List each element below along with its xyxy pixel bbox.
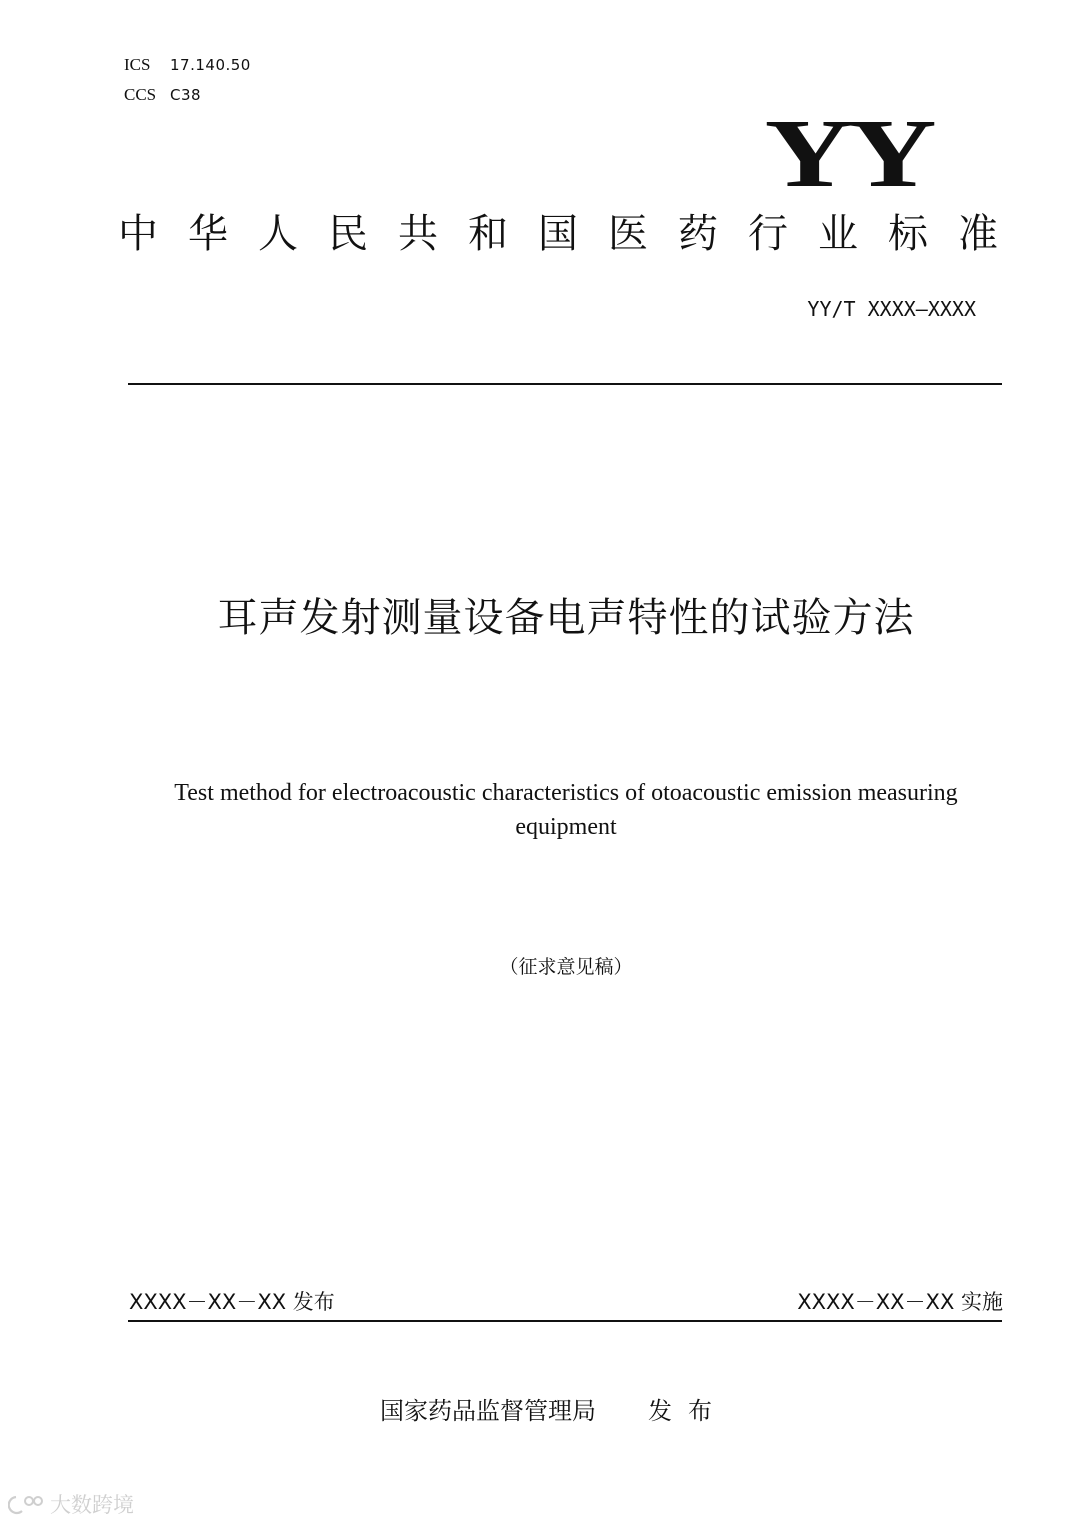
standard-type-char: 和: [468, 211, 508, 257]
standard-type-char: 医: [608, 211, 648, 257]
standard-type-char: 业: [818, 211, 858, 257]
standard-type-char: 准: [958, 211, 998, 257]
issuer-line: [380, 1394, 728, 1428]
ics-value: 17.140.50: [170, 56, 251, 74]
watermark-logo-icon: [8, 1494, 48, 1516]
standard-type-char: 人: [258, 211, 298, 257]
document-title-en: Test method for electroacoustic characteristics of otoacoustic emission measuring equipment: [174, 780, 958, 840]
ccs-value: C38: [170, 86, 202, 104]
standard-type-char: 民: [328, 211, 368, 257]
issue-date: XXXX－XX－XX 发布: [129, 1290, 335, 1314]
header-divider: [128, 383, 1002, 385]
ics-code: [124, 50, 251, 80]
ics-label: ICS: [124, 55, 151, 74]
yy-logo: YY: [765, 100, 932, 208]
standard-type-title: [118, 206, 998, 262]
issuer-name: 国家药品监督管理局: [380, 1397, 596, 1425]
standard-type-char: 国: [538, 211, 578, 257]
watermark: [8, 1492, 134, 1518]
watermark-text: 大数跨境: [50, 1493, 134, 1517]
classification-codes: [124, 50, 251, 110]
standard-type-char: 药: [678, 211, 718, 257]
standard-number: YY/T XXXX—XXXX: [807, 297, 976, 321]
standard-type-char: 标: [888, 211, 928, 257]
standard-type-char: 华: [188, 211, 228, 257]
footer-divider: [128, 1320, 1002, 1322]
issuer-action: 发布: [648, 1397, 728, 1425]
implementation-date: XXXX－XX－XX 实施: [797, 1290, 1003, 1314]
ccs-code: [124, 80, 251, 110]
ccs-label: CCS: [124, 85, 157, 104]
standard-type-char: 中: [118, 211, 158, 257]
standard-type-char: 共: [398, 211, 438, 257]
document-title-cn: 耳声发射测量设备电声特性的试验方法: [217, 595, 915, 641]
standard-type-char: 行: [748, 211, 788, 257]
draft-status: （征求意见稿）: [499, 956, 633, 978]
